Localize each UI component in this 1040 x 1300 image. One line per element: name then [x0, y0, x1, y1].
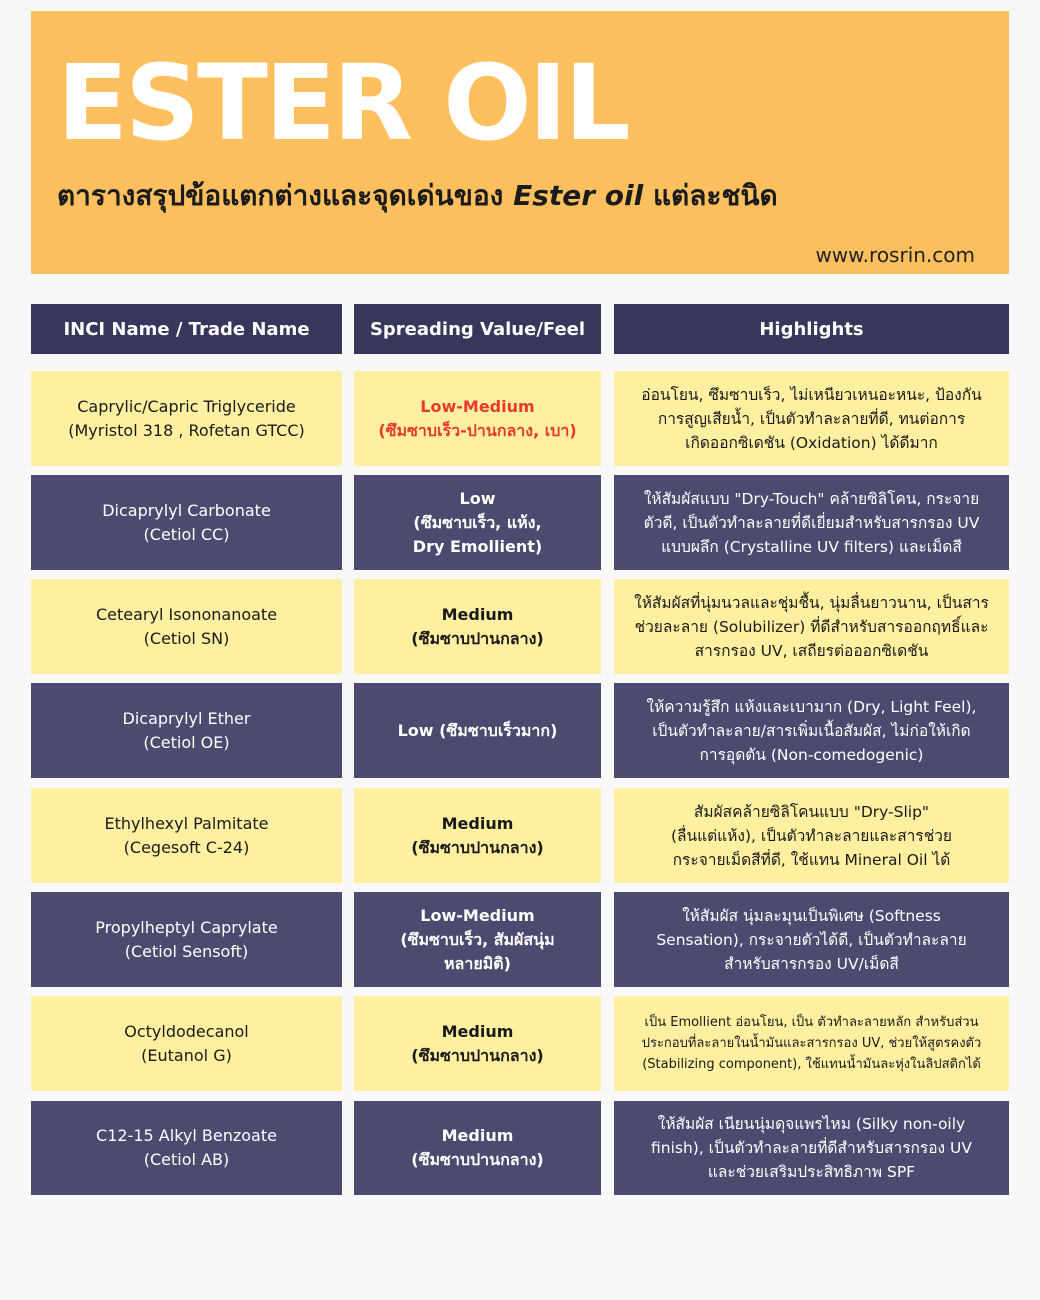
- row-8-spreading: Medium (ซึมซาบปานกลาง): [354, 1101, 601, 1195]
- row-1-spreading: [354, 371, 601, 466]
- row-1-highlights: อ่อนโยน, ซึมซาบเร็ว, ไม่เหนียวเหนอะหนะ, ป้องกัน การสูญเสียน้ำ, เป็นตัวทำละลายที่ดี, ทนต่อการ เกิดออกซิเดชัน (Oxidation) ได้ดีมาก: [614, 371, 1009, 466]
- row-3-spreading: Medium (ซึมซาบปานกลาง): [354, 579, 601, 674]
- row-1-spreading-text: Low-Medium (ซึมซาบเร็ว-ปานกลาง, เบา): [378, 396, 577, 440]
- row-6-spreading: Low-Medium (ซึมซาบเร็ว, สัมผัสนุ่ม หลายมิติ): [354, 892, 601, 987]
- row-6-name: Propylheptyl Caprylate (Cetiol Sensoft): [31, 892, 342, 987]
- row-8-highlights: ให้สัมผัส เนียนนุ่มดุจแพรไหม (Silky non-oily finish), เป็นตัวทำละลายที่ดีสำหรับสารกรอง UV และช่วยเสริมประสิทธิภาพ SPF: [614, 1101, 1009, 1195]
- row-6-highlights: ให้สัมผัส นุ่มละมุนเป็นพิเศษ (Softness Sensation), กระจายตัวได้ดี, เป็นตัวทำละลาย สำหรับสารกรอง UV/เม็ดสี: [614, 892, 1009, 987]
- page-subtitle: [57, 174, 778, 218]
- row-3-name: Cetearyl Isononanoate (Cetiol SN): [31, 579, 342, 674]
- row-4-name: Dicaprylyl Ether (Cetiol OE): [31, 683, 342, 778]
- row-2-highlights: ให้สัมผัสแบบ "Dry-Touch" คล้ายซิลิโคน, กระจาย ตัวดี, เป็นตัวทำละลายที่ดีเยี่ยมสำหรับสารกรอง UV แบบผลึก (Crystalline UV filters) และเม็ดสี: [614, 475, 1009, 570]
- header-banner: [31, 11, 1009, 274]
- row-1-name: Caprylic/Capric Triglyceride (Myristol 318 , Rofetan GTCC): [31, 371, 342, 466]
- row-5-spreading: Medium (ซึมซาบปานกลาง): [354, 788, 601, 883]
- row-8-name: C12-15 Alkyl Benzoate (Cetiol AB): [31, 1101, 342, 1195]
- row-4-spreading: Low (ซึมซาบเร็วมาก): [354, 683, 601, 778]
- column-header-highlights: Highlights: [614, 304, 1009, 354]
- row-7-name: Octyldodecanol (Eutanol G): [31, 996, 342, 1091]
- row-2-spreading: Low (ซึมซาบเร็ว, แห้ง, Dry Emollient): [354, 475, 601, 570]
- row-2-name: Dicaprylyl Carbonate (Cetiol CC): [31, 475, 342, 570]
- row-5-name: Ethylhexyl Palmitate (Cegesoft C-24): [31, 788, 342, 883]
- row-5-highlights: สัมผัสคล้ายซิลิโคนแบบ "Dry-Slip" (ลื่นแต่แห้ง), เป็นตัวทำละลายและสารช่วย กระจายเม็ดสีที่ดี, ใช้แทน Mineral Oil ได้: [614, 788, 1009, 883]
- row-7-highlights: เป็น Emollient อ่อนโยน, เป็น ตัวทำละลายหลัก สำหรับส่วน ประกอบที่ละลายในน้ำมันและสารกรอง UV, ช่วยให้สูตรคงตัว (Stabilizing component), ใช้แทนน้ำมันละหุ่งในลิปสติกได้: [614, 996, 1009, 1091]
- website-url: www.rosrin.com: [815, 243, 975, 267]
- page-title: ESTER OIL: [57, 42, 628, 164]
- row-7-spreading: Medium (ซึมซาบปานกลาง): [354, 996, 601, 1091]
- subtitle-emphasis: Ester oil: [513, 179, 644, 212]
- column-header-spreading: Spreading Value/Feel: [354, 304, 601, 354]
- row-3-highlights: ให้สัมผัสที่นุ่มนวลและชุ่มชื้น, นุ่มลื่นยาวนาน, เป็นสาร ช่วยละลาย (Solubilizer) ที่ดีสำหรับสารออกฤทธิ์และ สารกรอง UV, เสถียรต่อออกซิเดชัน: [614, 579, 1009, 674]
- column-header-inci: INCI Name / Trade Name: [31, 304, 342, 354]
- subtitle-main: ตารางสรุปข้อแตกต่างและจุดเด่นของ: [57, 179, 514, 212]
- subtitle-end: แต่ละชนิด: [643, 179, 778, 212]
- row-4-highlights: ให้ความรู้สึก แห้งและเบามาก (Dry, Light Feel), เป็นตัวทำละลาย/สารเพิ่มเนื้อสัมผัส, ไม่ก่อให้เกิด การอุดตัน (Non-comedogenic): [614, 683, 1009, 778]
